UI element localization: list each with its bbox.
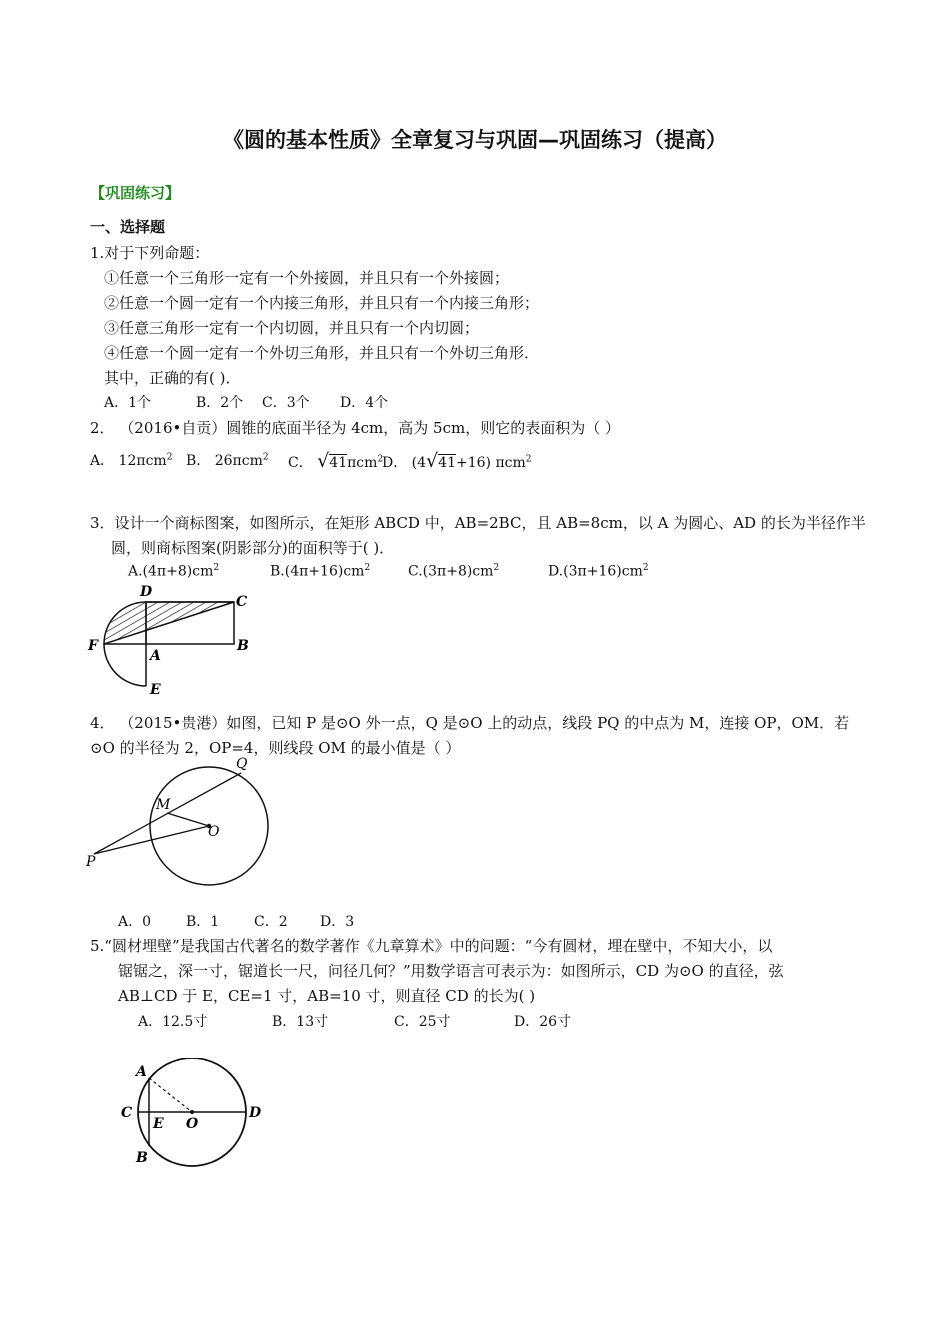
label-e: E xyxy=(153,1116,164,1132)
q4-choice-d: D．3 xyxy=(320,914,355,930)
segment-op xyxy=(94,826,209,854)
segment-om xyxy=(167,813,209,826)
q5-choice-b: B．13寸 xyxy=(272,1014,329,1030)
q3-choice-a: $A.(4\pi+8)cm^2$ xyxy=(128,563,220,580)
q2-choice-c: C． √41πcm$^2$ xyxy=(288,450,384,472)
section-label: 【巩固练习】 xyxy=(90,184,181,202)
q2-choice-a: A． 12πcm$^2$ xyxy=(90,452,173,469)
q1-stem: 1.对于下列命题： xyxy=(90,244,210,262)
q1-choice-b: B．2个 xyxy=(196,395,244,411)
q3-figure xyxy=(84,582,266,698)
q1-item: ③任意三角形一定有一个内切圆，并且只有一个内切圆； xyxy=(104,319,480,337)
q4-choice-a: A．0 xyxy=(118,914,152,930)
q2-choice-b: B． 26πcm$^2$ xyxy=(186,452,269,469)
page-title: 《圆的基本性质》全章复习与巩固—巩固练习（提高） xyxy=(223,128,727,152)
label-o: O xyxy=(186,1116,199,1132)
q4-line1: 4． （2015•贵港）如图，已知 P 是⊙O 外一点，Q 是⊙O 上的动点，线段 PQ 的中点为 M，连接 OP，OM．若 xyxy=(90,714,850,732)
center-o xyxy=(190,1110,194,1114)
q5-choice-d: D．26寸 xyxy=(514,1014,572,1030)
q3-choice-d: $D.(3\pi+16)cm^2$ xyxy=(548,563,649,580)
label-p: P xyxy=(86,854,96,870)
q1-item: ②任意一个圆一定有一个内接三角形，并且只有一个内接三角形； xyxy=(104,294,540,312)
q1-item: ①任意一个三角形一定有一个外接圆，并且只有一个外接圆； xyxy=(104,269,510,287)
label-c: C xyxy=(121,1105,133,1121)
q5-choice-c: C．25寸 xyxy=(394,1014,451,1030)
q5-line3: AB⊥CD 于 E，CE=1 寸，AB=10 寸，则直径 CD 的长为( ) xyxy=(118,987,536,1005)
q5-line2: 锯锯之，深一寸，锯道长一尺，问径几何？”用数学语言可表示为：如图所示，CD 为⊙O 的直径，弦 xyxy=(118,962,784,980)
label-f: F xyxy=(88,638,98,654)
label-a: A xyxy=(150,648,161,664)
q3-line2: 圆，则商标图案(阴影部分)的面积等于( )． xyxy=(111,539,395,557)
q4-figure xyxy=(84,756,276,892)
q1-item: ④任意一个圆一定有一个外切三角形，并且只有一个外切三角形． xyxy=(104,344,540,362)
label-o: O xyxy=(208,824,220,840)
q5-choice-a: A．12.5寸 xyxy=(138,1014,208,1030)
q3-choice-b: $B.(4\pi+16)cm^2$ xyxy=(270,563,371,580)
label-b: B xyxy=(237,638,249,654)
q3-choice-c: $C.(3\pi+8)cm^2$ xyxy=(408,563,500,580)
q1-choice-d: D．4个 xyxy=(340,395,389,411)
q1-question: 其中，正确的有( )． xyxy=(104,369,241,387)
label-a: A xyxy=(136,1064,147,1080)
label-d: D xyxy=(249,1105,262,1121)
label-m: M xyxy=(156,797,171,813)
part-heading: 一、选择题 xyxy=(90,218,166,236)
q1-choice-c: C．3个 xyxy=(262,395,310,411)
q4-choice-b: B．1 xyxy=(186,914,220,930)
q5-line1: 5.“圆材埋壁”是我国古代著名的数学著作《九章算术》中的问题：“今有圆材，埋在壁中，不知大小，以 xyxy=(90,937,773,955)
radius-oa xyxy=(149,1078,192,1112)
label-q: Q xyxy=(236,756,248,772)
q1-choice-a: A．1个 xyxy=(104,395,152,411)
sqrt-symbol: √41 xyxy=(317,450,348,472)
q3-line1: 3．设计一个商标图案，如图所示，在矩形 ABCD 中，AB=2BC，且 AB=8cm，以 A 为圆心、AD 的长为半径作半 xyxy=(90,514,866,532)
label-d: D xyxy=(140,584,153,600)
label-e: E xyxy=(150,682,161,698)
q2-stem: 2． （2016•自贡）圆锥的底面半径为 4cm，高为 5cm，则它的表面积为（ ） xyxy=(90,419,620,437)
shaded-region xyxy=(104,602,234,644)
label-b: B xyxy=(136,1150,148,1166)
q2-choice-d: D． (4√41+16) πcm$^2$ xyxy=(382,450,532,472)
q4-line2: ⊙O 的半径为 2，OP=4，则线段 OM 的最小值是（ ） xyxy=(90,739,461,757)
label-c: C xyxy=(236,594,248,610)
q4-choice-c: C．2 xyxy=(254,914,288,930)
sqrt-symbol: √41 xyxy=(426,450,456,472)
semicircle-arc xyxy=(104,644,146,686)
q5-figure xyxy=(116,1058,268,1170)
